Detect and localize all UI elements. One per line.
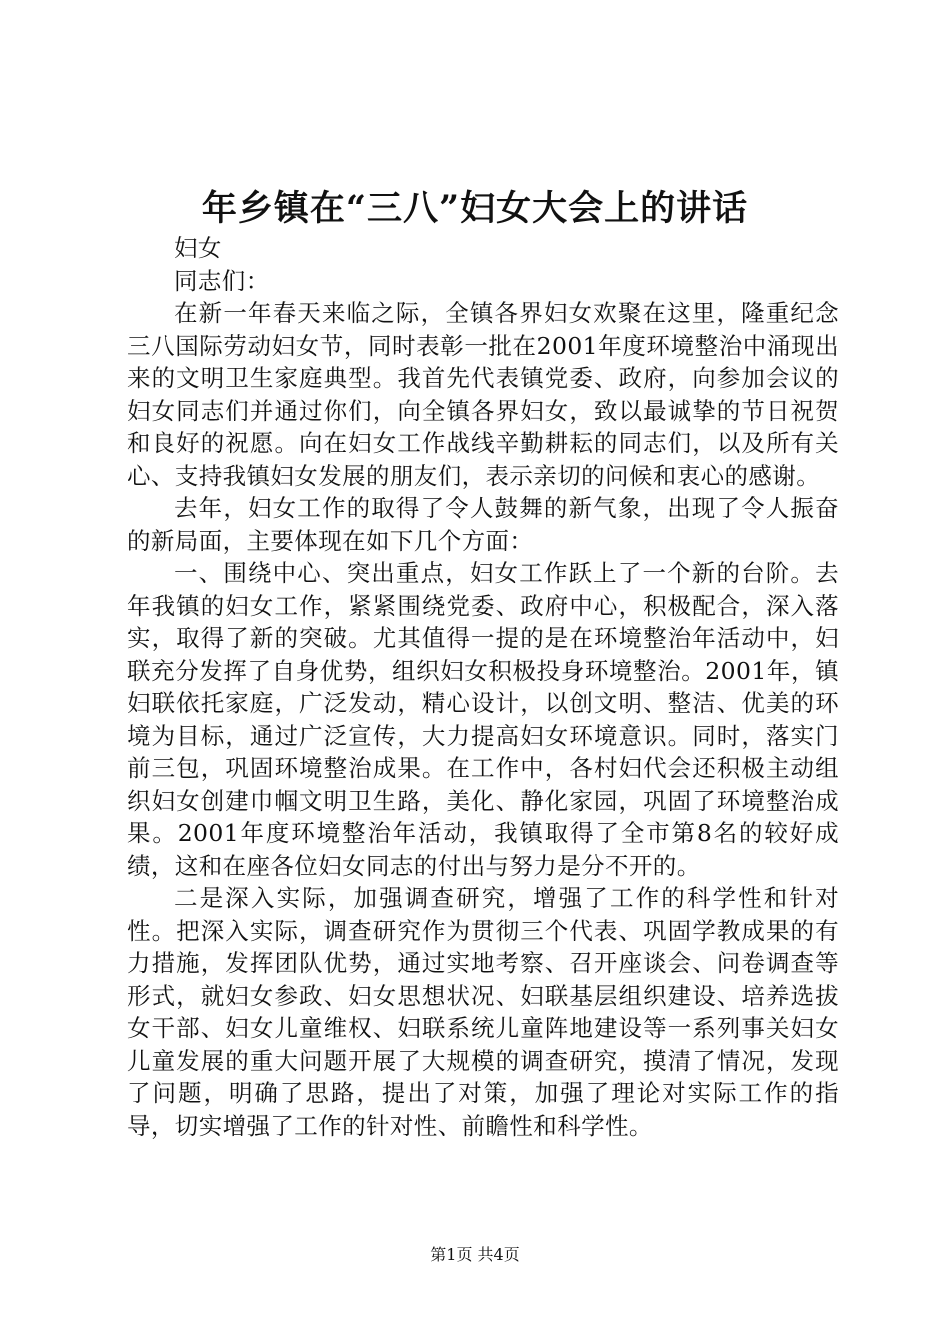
paragraph: 去年，妇女工作的取得了令人鼓舞的新气象，出现了令人振奋的新局面，主要体现在如下几个方面： [127, 494, 839, 555]
salutation-line: 妇女 [174, 234, 222, 262]
paragraph: 二是深入实际，加强调查研究，增强了工作的科学性和针对性。把深入实际，调查研究作为贯彻三个代表、巩固学教成果的有力措施，发挥团队优势，通过实地考察、召开座谈会、问卷调查等形式，就妇女参政、妇女思想状况、妇联基层组织建设、培养选拔女干部、妇女儿童维权、妇联系统儿童阵地建设等一系列事关妇女儿童发展的重大问题开展了大规模的调查研究，摸清了情况，发现了问题，明确了思路，提出了对策，加强了理论对实际工作的指导，切实增强了工作的针对性、前瞻性和科学性。 [127, 884, 839, 1140]
document-title: 年乡镇在“三八”妇女大会上的讲话 [201, 188, 749, 229]
paragraph: 在新一年春天来临之际，全镇各界妇女欢聚在这里，隆重纪念三八国际劳动妇女节，同时表彰一批在2001年度环境整治中涌现出来的文明卫生家庭典型。我首先代表镇党委、政府，向参加会议的妇女同志们并通过你们，向全镇各界妇女，致以最诚挚的节日祝贺和良好的祝愿。向在妇女工作战线辛勤耕耘的同志们，以及所有关心、支持我镇妇女发展的朋友们，表示亲切的问候和衷心的感谢。 [127, 299, 839, 490]
page-number-footer: 第1页 共4页 [430, 1245, 520, 1264]
paragraph: 一、围绕中心、突出重点，妇女工作跃上了一个新的台阶。去年我镇的妇女工作，紧紧围绕党委、政府中心，积极配合，深入落实，取得了新的突破。尤其值得一提的是在环境整治年活动中，妇联充分发挥了自身优势，组织妇女积极投身环境整治。2001年，镇妇联依托家庭，广泛发动，精心设计，以创文明、整洁、优美的环境为目标，通过广泛宣传，大力提高妇女环境意识。同时，落实门前三包，巩固环境整治成果。在工作中，各村妇代会还积极主动组织妇女创建巾帼文明卫生路，美化、静化家园，巩固了环境整治成果。2001年度环境整治年活动，我镇取得了全市第8名的较好成绩，这和在座各位妇女同志的付出与努力是分不开的。 [127, 559, 839, 880]
document-body [127, 232, 839, 1142]
salutation-line: 同志们： [174, 266, 270, 295]
